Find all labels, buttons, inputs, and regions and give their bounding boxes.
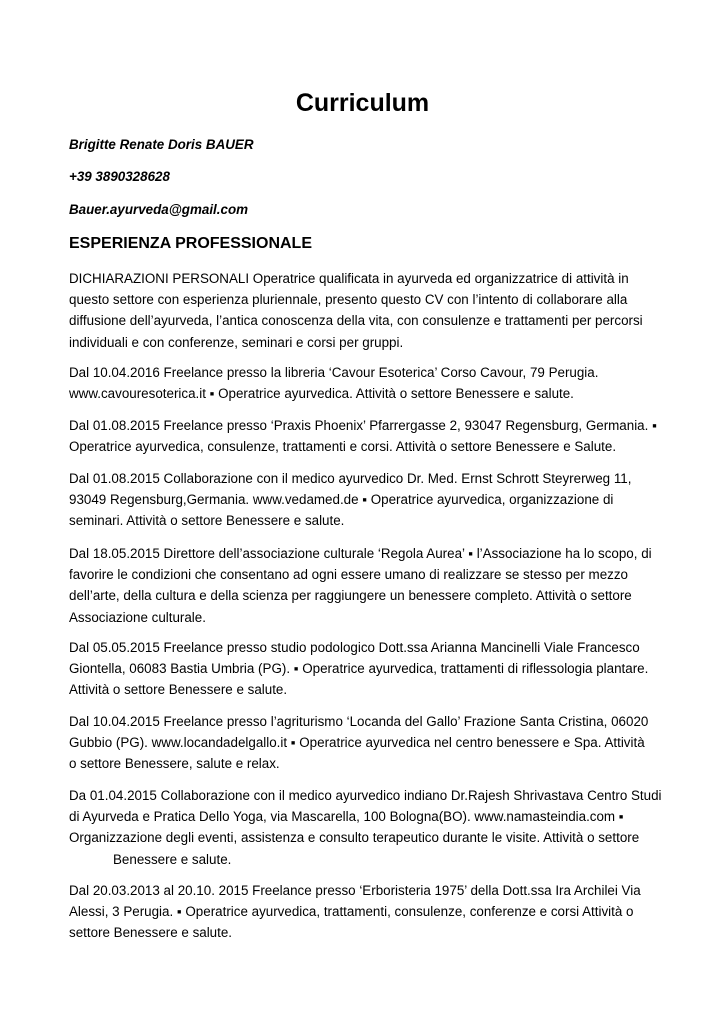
paragraph-line: www.cavouresoterica.it ▪ Operatrice ayurvedica. Attività o settore Benessere e salute.	[69, 386, 574, 402]
paragraph-line: Dal 01.08.2015 Collaborazione con il medico ayurvedico Dr. Med. Ernst Schrott Steyrerweg 11,	[69, 471, 632, 486]
experience-entry	[69, 415, 659, 457]
paragraph-line: Dal 20.03.2013 al 20.10. 2015 Freelance presso ‘Erboristeria 1975’ della Dott.ssa Ira Archilei Via	[69, 883, 641, 898]
experience-entry	[69, 362, 659, 404]
paragraph-line: individuali e con conferenze, seminari e corsi per gruppi.	[69, 334, 404, 350]
paragraph-line: Alessi, 3 Perugia. ▪ Operatrice ayurvedica, trattamenti, consulenze, conferenze e corsi Attività o	[69, 904, 634, 920]
paragraph-line: di Ayurveda e Pratica Dello Yoga, via Mascarella, 100 Bologna(BO). www.namasteindia.com ▪	[69, 809, 624, 825]
experience-entry	[69, 543, 659, 628]
personal-statement-paragraph	[69, 268, 659, 353]
paragraph-line: Dal 18.05.2015 Direttore dell’associazione culturale ‘Regola Aurea’ ▪ l’Associazione ha lo scopo, di	[69, 546, 652, 561]
section-heading: ESPERIENZA PROFESSIONALE	[69, 235, 312, 252]
contact-email: Bauer.ayurveda@gmail.com	[69, 202, 249, 217]
paragraph-line: o settore Benessere, salute e relax.	[69, 756, 280, 772]
paragraph-line: favorire le condizioni che consentano ad ogni essere umano di realizzare se stesso per mezzo	[69, 567, 628, 583]
experience-entry	[69, 468, 659, 532]
paragraph-line: DICHIARAZIONI PERSONALI Operatrice qualificata in ayurveda ed organizzatrice di attività in	[69, 271, 629, 286]
paragraph-line: 93049 Regensburg,Germania. www.vedamed.de ▪ Operatrice ayurvedica, organizzazione di	[69, 492, 614, 508]
paragraph-line: Organizzazione degli eventi, assistenza e consulto terapeutico durante le visite. Attività o settore	[69, 830, 640, 846]
paragraph-line: Associazione culturale.	[69, 609, 206, 625]
paragraph-line: Attività o settore Benessere e salute.	[69, 682, 288, 698]
paragraph-line: settore Benessere e salute.	[69, 925, 233, 941]
experience-entry	[69, 711, 659, 775]
paragraph-line: Gubbio (PG). www.locandadelgallo.it ▪ Operatrice ayurvedica nel centro benessere e Spa. Attività	[69, 735, 645, 751]
paragraph-line: Da 01.04.2015 Collaborazione con il medico ayurvedico indiano Dr.Rajesh Shrivastava Centro Studi	[69, 788, 662, 803]
contact-phone: +39 3890328628	[69, 169, 170, 184]
paragraph-line: dell’arte, della cultura e della scienza per raggiungere un benessere completo. Attività o settore	[69, 588, 632, 604]
experience-entry	[69, 880, 659, 944]
paragraph-line: questo settore con esperienza pluriennale, presento questo CV con l’intento di collaborare alla	[69, 292, 628, 308]
experience-entry	[69, 785, 662, 870]
contact-name: Brigitte Renate Doris BAUER	[69, 137, 254, 152]
page-title: Curriculum	[295, 89, 430, 117]
paragraph-line: Giontella, 06083 Bastia Umbria (PG). ▪ Operatrice ayurvedica, trattamenti di riflessologia plantare.	[69, 661, 649, 677]
paragraph-line: diffusione dell’ayurveda, l’antica conoscenza della vita, con consulenze e trattamenti per percorsi	[69, 313, 643, 329]
paragraph-line: seminari. Attività o settore Benessere e salute.	[69, 513, 345, 529]
paragraph-line: Dal 01.08.2015 Freelance presso ‘Praxis Phoenix’ Pfarrergasse 2, 93047 Regensburg, Germania. ▪	[69, 418, 657, 433]
experience-entry	[69, 637, 659, 701]
paragraph-line: Benessere e salute.	[113, 851, 232, 867]
paragraph-line: Dal 05.05.2015 Freelance presso studio podologico Dott.ssa Arianna Mancinelli Viale Francesco	[69, 640, 640, 655]
paragraph-line: Operatrice ayurvedica, consulenze, trattamenti e corsi. Attività o settore Benessere e Salute.	[69, 439, 617, 455]
paragraph-line: Dal 10.04.2015 Freelance presso l’agriturismo ‘Locanda del Gallo’ Frazione Santa Cristina, 06020	[69, 714, 649, 729]
paragraph-line: Dal 10.04.2016 Freelance presso la libreria ‘Cavour Esoterica’ Corso Cavour, 79 Perugia.	[69, 365, 599, 380]
